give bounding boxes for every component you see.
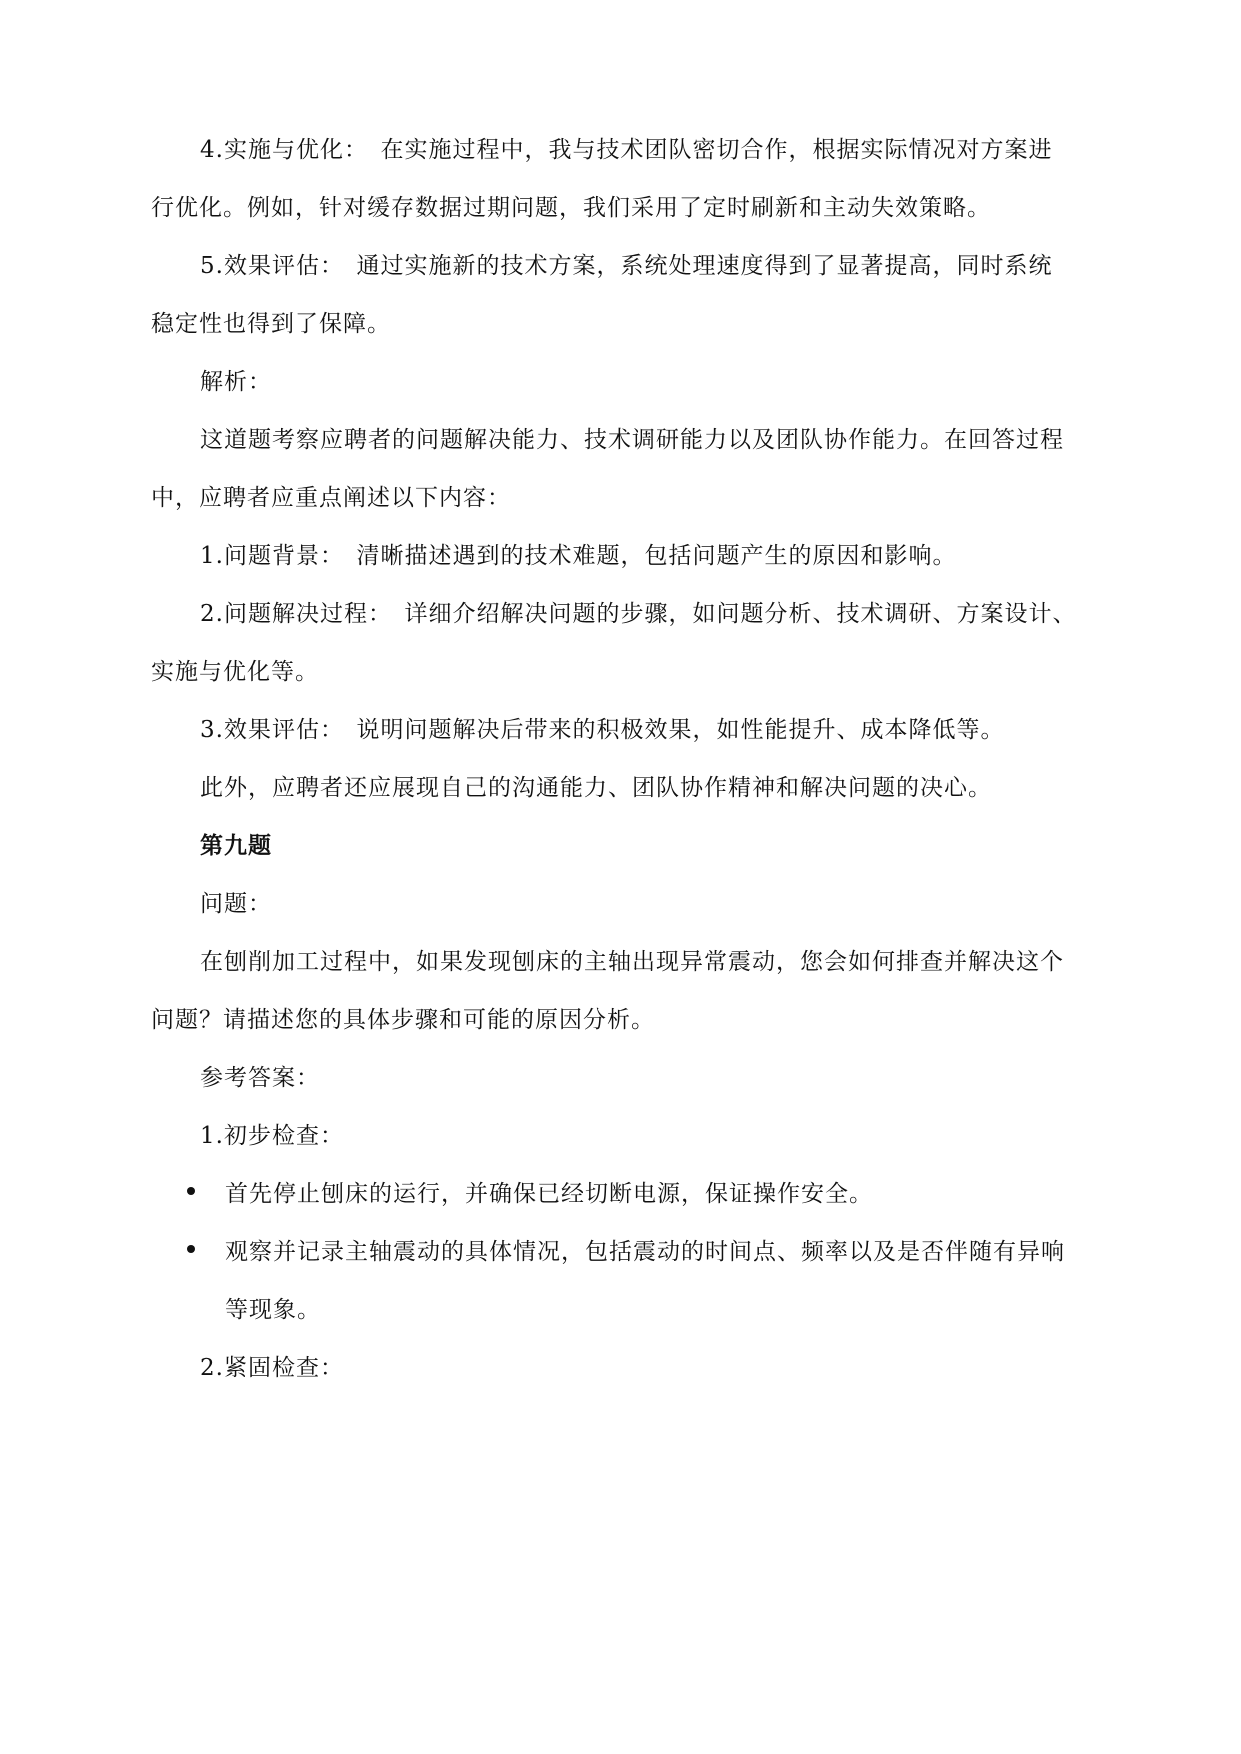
section-label: 解析：: [200, 369, 272, 395]
paragraph-line: 这道题考察应聘者的问题解决能力、技术调研能力以及团队协作能力。在回答过程: [200, 427, 1064, 453]
paragraph-line: 此外，应聘者还应展现自己的沟通能力、团队协作精神和解决问题的决心。: [200, 775, 992, 801]
paragraph-line: 5.效果评估： 通过实施新的技术方案，系统处理速度得到了显著提高，同时系统: [200, 253, 1053, 279]
paragraph-line: 2.问题解决过程： 详细介绍解决问题的步骤，如问题分析、技术调研、方案设计、: [200, 601, 1077, 627]
paragraph-line: 在刨削加工过程中，如果发现刨床的主轴出现异常震动，您会如何排查并解决这个: [200, 949, 1064, 975]
bullet-icon: [187, 1187, 195, 1195]
paragraph-line: 稳定性也得到了保障。: [151, 311, 391, 337]
section-label: 参考答案：: [200, 1065, 320, 1091]
paragraph-line: 4.实施与优化： 在实施过程中，我与技术团队密切合作，根据实际情况对方案进: [200, 137, 1053, 163]
paragraph-line: 1.问题背景： 清晰描述遇到的技术难题，包括问题产生的原因和影响。: [200, 543, 957, 569]
paragraph-line: 行优化。例如，针对缓存数据过期问题，我们采用了定时刷新和主动失效策略。: [151, 195, 991, 221]
bullet-item: 首先停止刨床的运行，并确保已经切断电源，保证操作安全。: [225, 1181, 873, 1207]
paragraph-line: 中，应聘者应重点阐述以下内容：: [151, 485, 511, 511]
list-heading: 2.紧固检查：: [200, 1355, 344, 1381]
bullet-item: 观察并记录主轴震动的具体情况，包括震动的时间点、频率以及是否伴随有异响: [225, 1239, 1065, 1265]
paragraph-line: 实施与优化等。: [151, 659, 319, 685]
paragraph-line: 3.效果评估： 说明问题解决后带来的积极效果，如性能提升、成本降低等。: [200, 717, 1005, 743]
section-label: 问题：: [200, 891, 272, 917]
bullet-icon: [187, 1245, 195, 1253]
bullet-item-continuation: 等现象。: [225, 1297, 321, 1323]
list-heading: 1.初步检查：: [200, 1123, 344, 1149]
question-heading: 第九题: [200, 833, 272, 859]
paragraph-line: 问题？请描述您的具体步骤和可能的原因分析。: [151, 1007, 655, 1033]
